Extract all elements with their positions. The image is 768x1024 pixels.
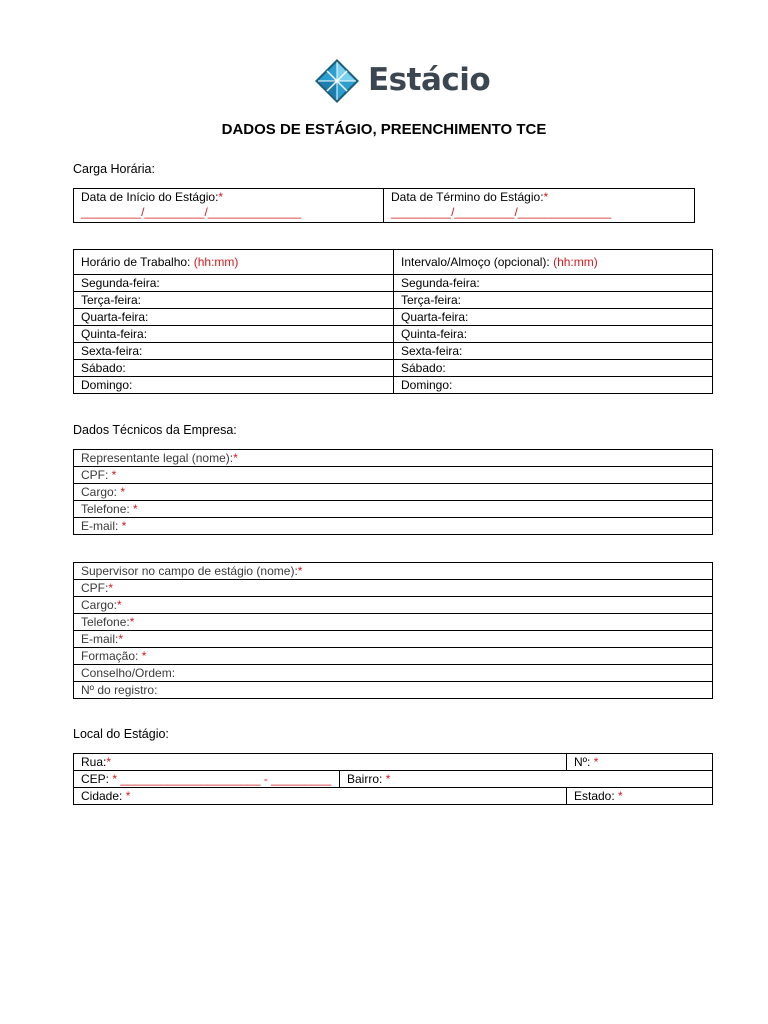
work-day-cell[interactable]: Quinta-feira:	[74, 326, 394, 343]
section-heading-empresa: Dados Técnicos da Empresa:	[73, 423, 237, 437]
field-label: Estado:	[574, 789, 619, 803]
field-label: Telefone:	[81, 502, 134, 516]
field-label: Cidade:	[81, 789, 126, 803]
sup-conselho-field[interactable]: Conselho/Ordem:	[74, 665, 713, 682]
sup-registro-field[interactable]: Nº do registro:	[74, 682, 713, 699]
end-date-label: Data de Término do Estágio:	[391, 190, 544, 204]
page-title: DADOS DE ESTÁGIO, PREENCHIMENTO TCE	[221, 121, 547, 138]
required-mark: *	[385, 772, 391, 786]
bairro-field[interactable]	[340, 771, 713, 788]
cep-field[interactable]	[74, 771, 340, 788]
rep-cpf-field[interactable]	[74, 467, 713, 484]
field-label: Supervisor no campo de estágio (nome):	[81, 564, 298, 578]
work-day-cell[interactable]: Segunda-feira:	[74, 275, 394, 292]
required-mark: *	[133, 502, 138, 516]
required-mark: *	[111, 468, 117, 482]
supervisor-table	[73, 562, 713, 699]
field-label: E-mail:	[81, 519, 122, 533]
required-mark: *	[297, 564, 303, 578]
cep-blank: _____________________ - _________	[120, 772, 332, 786]
representative-table	[73, 449, 713, 535]
break-day-cell[interactable]: Terça-feira:	[394, 292, 713, 309]
field-label: Rua:	[81, 755, 107, 769]
break-day-cell[interactable]: Domingo:	[394, 377, 713, 394]
rep-email-field[interactable]	[74, 518, 713, 535]
table-row	[74, 648, 713, 665]
table-row	[74, 377, 713, 394]
required-mark: *	[141, 649, 147, 663]
start-date-label: Data de Início do Estágio:	[81, 190, 219, 204]
table-row	[74, 518, 713, 535]
table-row	[74, 292, 713, 309]
required-mark: *	[120, 485, 126, 499]
required-mark: *	[112, 772, 118, 786]
numero-field[interactable]	[567, 754, 713, 771]
table-row	[74, 275, 713, 292]
break-day-cell[interactable]: Sábado:	[394, 360, 713, 377]
work-day-cell[interactable]: Sexta-feira:	[74, 343, 394, 360]
dates-table	[73, 188, 695, 223]
required-mark: *	[129, 615, 135, 629]
table-row	[74, 597, 713, 614]
table-row	[74, 467, 713, 484]
table-row	[74, 450, 713, 467]
end-date-blank: _________/_________/______________	[391, 205, 612, 219]
end-date-cell[interactable]	[384, 189, 695, 223]
work-day-cell[interactable]: Sábado:	[74, 360, 394, 377]
work-hours-header	[74, 250, 394, 275]
break-day-cell[interactable]: Segunda-feira:	[394, 275, 713, 292]
logo-diamond-icon	[314, 58, 360, 104]
required-mark: *	[118, 632, 124, 646]
table-row	[74, 309, 713, 326]
work-hours-label: Horário de Trabalho:	[81, 255, 191, 269]
table-row	[74, 665, 713, 682]
field-label: Representante legal (nome):	[81, 451, 234, 465]
break-hours-label: Intervalo/Almoço (opcional):	[401, 255, 550, 269]
work-day-cell[interactable]: Domingo:	[74, 377, 394, 394]
required-mark: *	[121, 519, 127, 533]
estacio-logo	[314, 58, 491, 104]
rua-field[interactable]	[74, 754, 567, 771]
sup-phone-field[interactable]	[74, 614, 713, 631]
field-label: Telefone:	[81, 615, 130, 629]
rep-phone-field[interactable]	[74, 501, 713, 518]
sup-cargo-field[interactable]	[74, 597, 713, 614]
table-row	[74, 788, 713, 805]
break-hours-header	[394, 250, 713, 275]
table-row	[74, 580, 713, 597]
start-date-cell[interactable]	[74, 189, 384, 223]
address-table	[73, 753, 713, 805]
table-row	[74, 754, 713, 771]
table-row	[74, 631, 713, 648]
break-day-cell[interactable]: Sexta-feira:	[394, 343, 713, 360]
required-mark: *	[593, 755, 599, 769]
field-label: CEP:	[81, 772, 113, 786]
field-label: E-mail:	[81, 632, 119, 646]
field-label: Cargo:	[81, 485, 121, 499]
sup-cpf-field[interactable]	[74, 580, 713, 597]
work-day-cell[interactable]: Terça-feira:	[74, 292, 394, 309]
field-label: Cargo:	[81, 598, 118, 612]
start-date-blank: _________/_________/______________	[81, 205, 302, 219]
table-row	[74, 563, 713, 580]
sup-name-field[interactable]	[74, 563, 713, 580]
rep-cargo-field[interactable]	[74, 484, 713, 501]
required-mark: *	[108, 581, 114, 595]
break-day-cell[interactable]: Quarta-feira:	[394, 309, 713, 326]
table-row	[74, 484, 713, 501]
work-day-cell[interactable]: Quarta-feira:	[74, 309, 394, 326]
required-mark: *	[117, 598, 122, 612]
required-mark: *	[218, 190, 224, 204]
section-heading-carga: Carga Horária:	[73, 162, 155, 176]
field-label: Bairro:	[347, 772, 386, 786]
required-mark: *	[106, 755, 112, 769]
table-row	[74, 326, 713, 343]
table-row	[74, 360, 713, 377]
field-label: Formação:	[81, 649, 142, 663]
required-mark: *	[233, 451, 238, 465]
format-hint: (hh:mm)	[553, 255, 598, 269]
estado-field[interactable]	[567, 788, 713, 805]
field-label: Nº:	[574, 755, 594, 769]
field-label: CPF:	[81, 581, 109, 595]
format-hint: (hh:mm)	[193, 255, 239, 269]
section-heading-local: Local do Estágio:	[73, 727, 169, 741]
table-row	[74, 501, 713, 518]
table-row	[74, 614, 713, 631]
hours-table	[73, 249, 713, 394]
break-day-cell[interactable]: Quinta-feira:	[394, 326, 713, 343]
table-row	[74, 771, 713, 788]
required-mark: *	[543, 190, 549, 204]
required-mark: *	[618, 789, 623, 803]
cidade-field[interactable]	[74, 788, 567, 805]
sup-formacao-field[interactable]	[74, 648, 713, 665]
sup-email-field[interactable]	[74, 631, 713, 648]
rep-name-field[interactable]	[74, 450, 713, 467]
logo-text: Estácio	[368, 62, 491, 98]
table-row	[74, 682, 713, 699]
field-label: CPF:	[81, 468, 112, 482]
required-mark: *	[125, 789, 131, 803]
table-row	[74, 343, 713, 360]
